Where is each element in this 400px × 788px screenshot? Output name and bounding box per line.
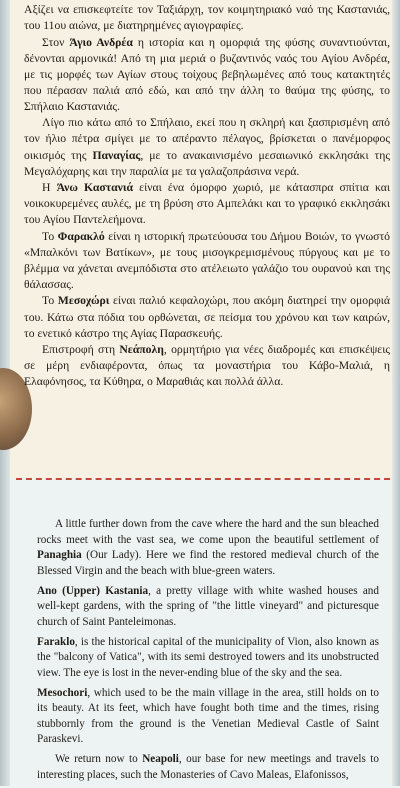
english-paragraph: Ano (Upper) Kastania, a pretty village with white washed houses and well-kept gardens, with the spring of "the little vineyard" and picturesque church of Saint Panteleimonas. xyxy=(37,584,379,628)
greek-paragraph: Λίγο πιο κάτω από το Σπήλαιο, εκεί που η σκληρή και ξασπρισμένη από τον ήλιο πέτρα σμίγει με το απέραντο πέλαγος, βρίσκεται ο πανέμορφος οικισμός της Παναγίας, με το ανακαινισμένο μεσαιωνικό εκκλησάκι της Μεγαλόχαρης και την παραλία με τα γαλαζοπράσινα νερά. xyxy=(24,116,390,178)
english-paragraph: Faraklo, is the historical capital of the municipality of Vion, also known as the "balcony of Vatica", with its semi destroyed towers and its unobstructed view. The eye is lost in the never-ending blue of the sky and the sea. xyxy=(37,635,379,679)
place-name: Άνω Καστανιά xyxy=(56,181,134,195)
greek-paragraph: Αξίζει να επισκεφτείτε τον Ταξιάρχη, τον κοιμητηριακό ναό της Καστανιάς, του 11ου αιώνα, με διατηρημένες αγιογραφίες. xyxy=(24,3,390,33)
place-name: Νεάπολη xyxy=(119,343,164,357)
place-name: Φαρακλό xyxy=(57,229,105,243)
english-text-block xyxy=(37,517,379,788)
english-paragraph: A little further down from the cave where the hard and the sun bleached rocks meet with the vast sea, we come upon the beautiful settlement of Panaghia (Our Lady). Here we find the restored medieval church of the Blessed Virgin and the beach with blue-green waters. xyxy=(37,518,379,577)
greek-text-block xyxy=(24,2,390,391)
english-paragraph: We return now to Neapoli, our base for new meetings and travels to interesting places, such the Monasteries of Cavo Maleas, Elafonissos, xyxy=(37,753,379,781)
place-name: Mesochori xyxy=(37,686,88,699)
greek-paragraph: Το Φαρακλό είναι η ιστορική πρωτεύουσα του Δήμου Βοιών, το γνωστό «Μπαλκόνι των Βατίκων», με τους μισογκρεμισμένους πύργους και με το βλέμμα να χάνεται ανεμπόδιστα στο ατέλειωτο γαλάζιο του ουρανού και της θάλασσας. xyxy=(24,229,390,291)
place-name: Παναγίας xyxy=(92,148,141,162)
place-name: Ano (Upper) Kastania xyxy=(37,584,149,597)
english-paragraph: Mesochori, which used to be the main village in the area, still holds on to its beauty. At its feet, which have fought both time and the times, rising stubbornly from the ground is the Venetian Medieval Castle of Saint Paraskevi. xyxy=(37,686,379,746)
greek-paragraph: Η Άνω Καστανιά είναι ένα όμορφο χωριό, με κάτασπρα σπίτια και νοικοκυρεμένες αυλές, με τη βρύση στο Αμπελάκι και το γραφικό εκκλησάκι του Αγίου Παντελεήμονα. xyxy=(24,181,390,227)
greek-paragraph: Στον Άγιο Ανδρέα η ιστορία και η ομορφιά της φύσης συναντιούνται, δένονται αρμονικά! Από τη μια μεριά ο βυζαντινός ναός του Αγίου Ανδρέα, με τις μορφές των Αγίων στους τοίχους βεβηλωμένες από τους κατακτητές που πέρασαν παλιά από εδώ, και από την άλλη το θαύμα της φύσης, το Σπήλαιο Καστανιάς. xyxy=(24,35,390,113)
place-name: Panaghia xyxy=(37,549,82,562)
greek-paragraph: Επιστροφή στη Νεάπολη, ορμητήριο για νέες διαδρομές και επισκέψεις σε μέρη ενδιαφέροντα, όπως τα μοναστήρια του Κάβο-Μαλιά, η Ελαφόνησος, τα Κύθηρα, ο Μαραθιάς και πολλά άλλα. xyxy=(24,343,390,389)
place-name: Μεσοχώρι xyxy=(57,294,110,308)
place-name: Άγιο Ανδρέα xyxy=(69,35,133,49)
greek-paragraph: Το Μεσοχώρι είναι παλιό κεφαλοχώρι, που ακόμη διατηρεί την ομορφιά του. Κάτω στα πόδια του ορθώνεται, σε πείσμα του χρόνου και των καιρών, το ενετικό κάστρο της Αγίας Παρασκευής. xyxy=(24,294,390,340)
place-name: Faraklo xyxy=(37,635,75,648)
dashed-divider xyxy=(16,478,390,480)
page-right-edge xyxy=(392,0,400,786)
place-name: Neapoli xyxy=(142,753,179,766)
